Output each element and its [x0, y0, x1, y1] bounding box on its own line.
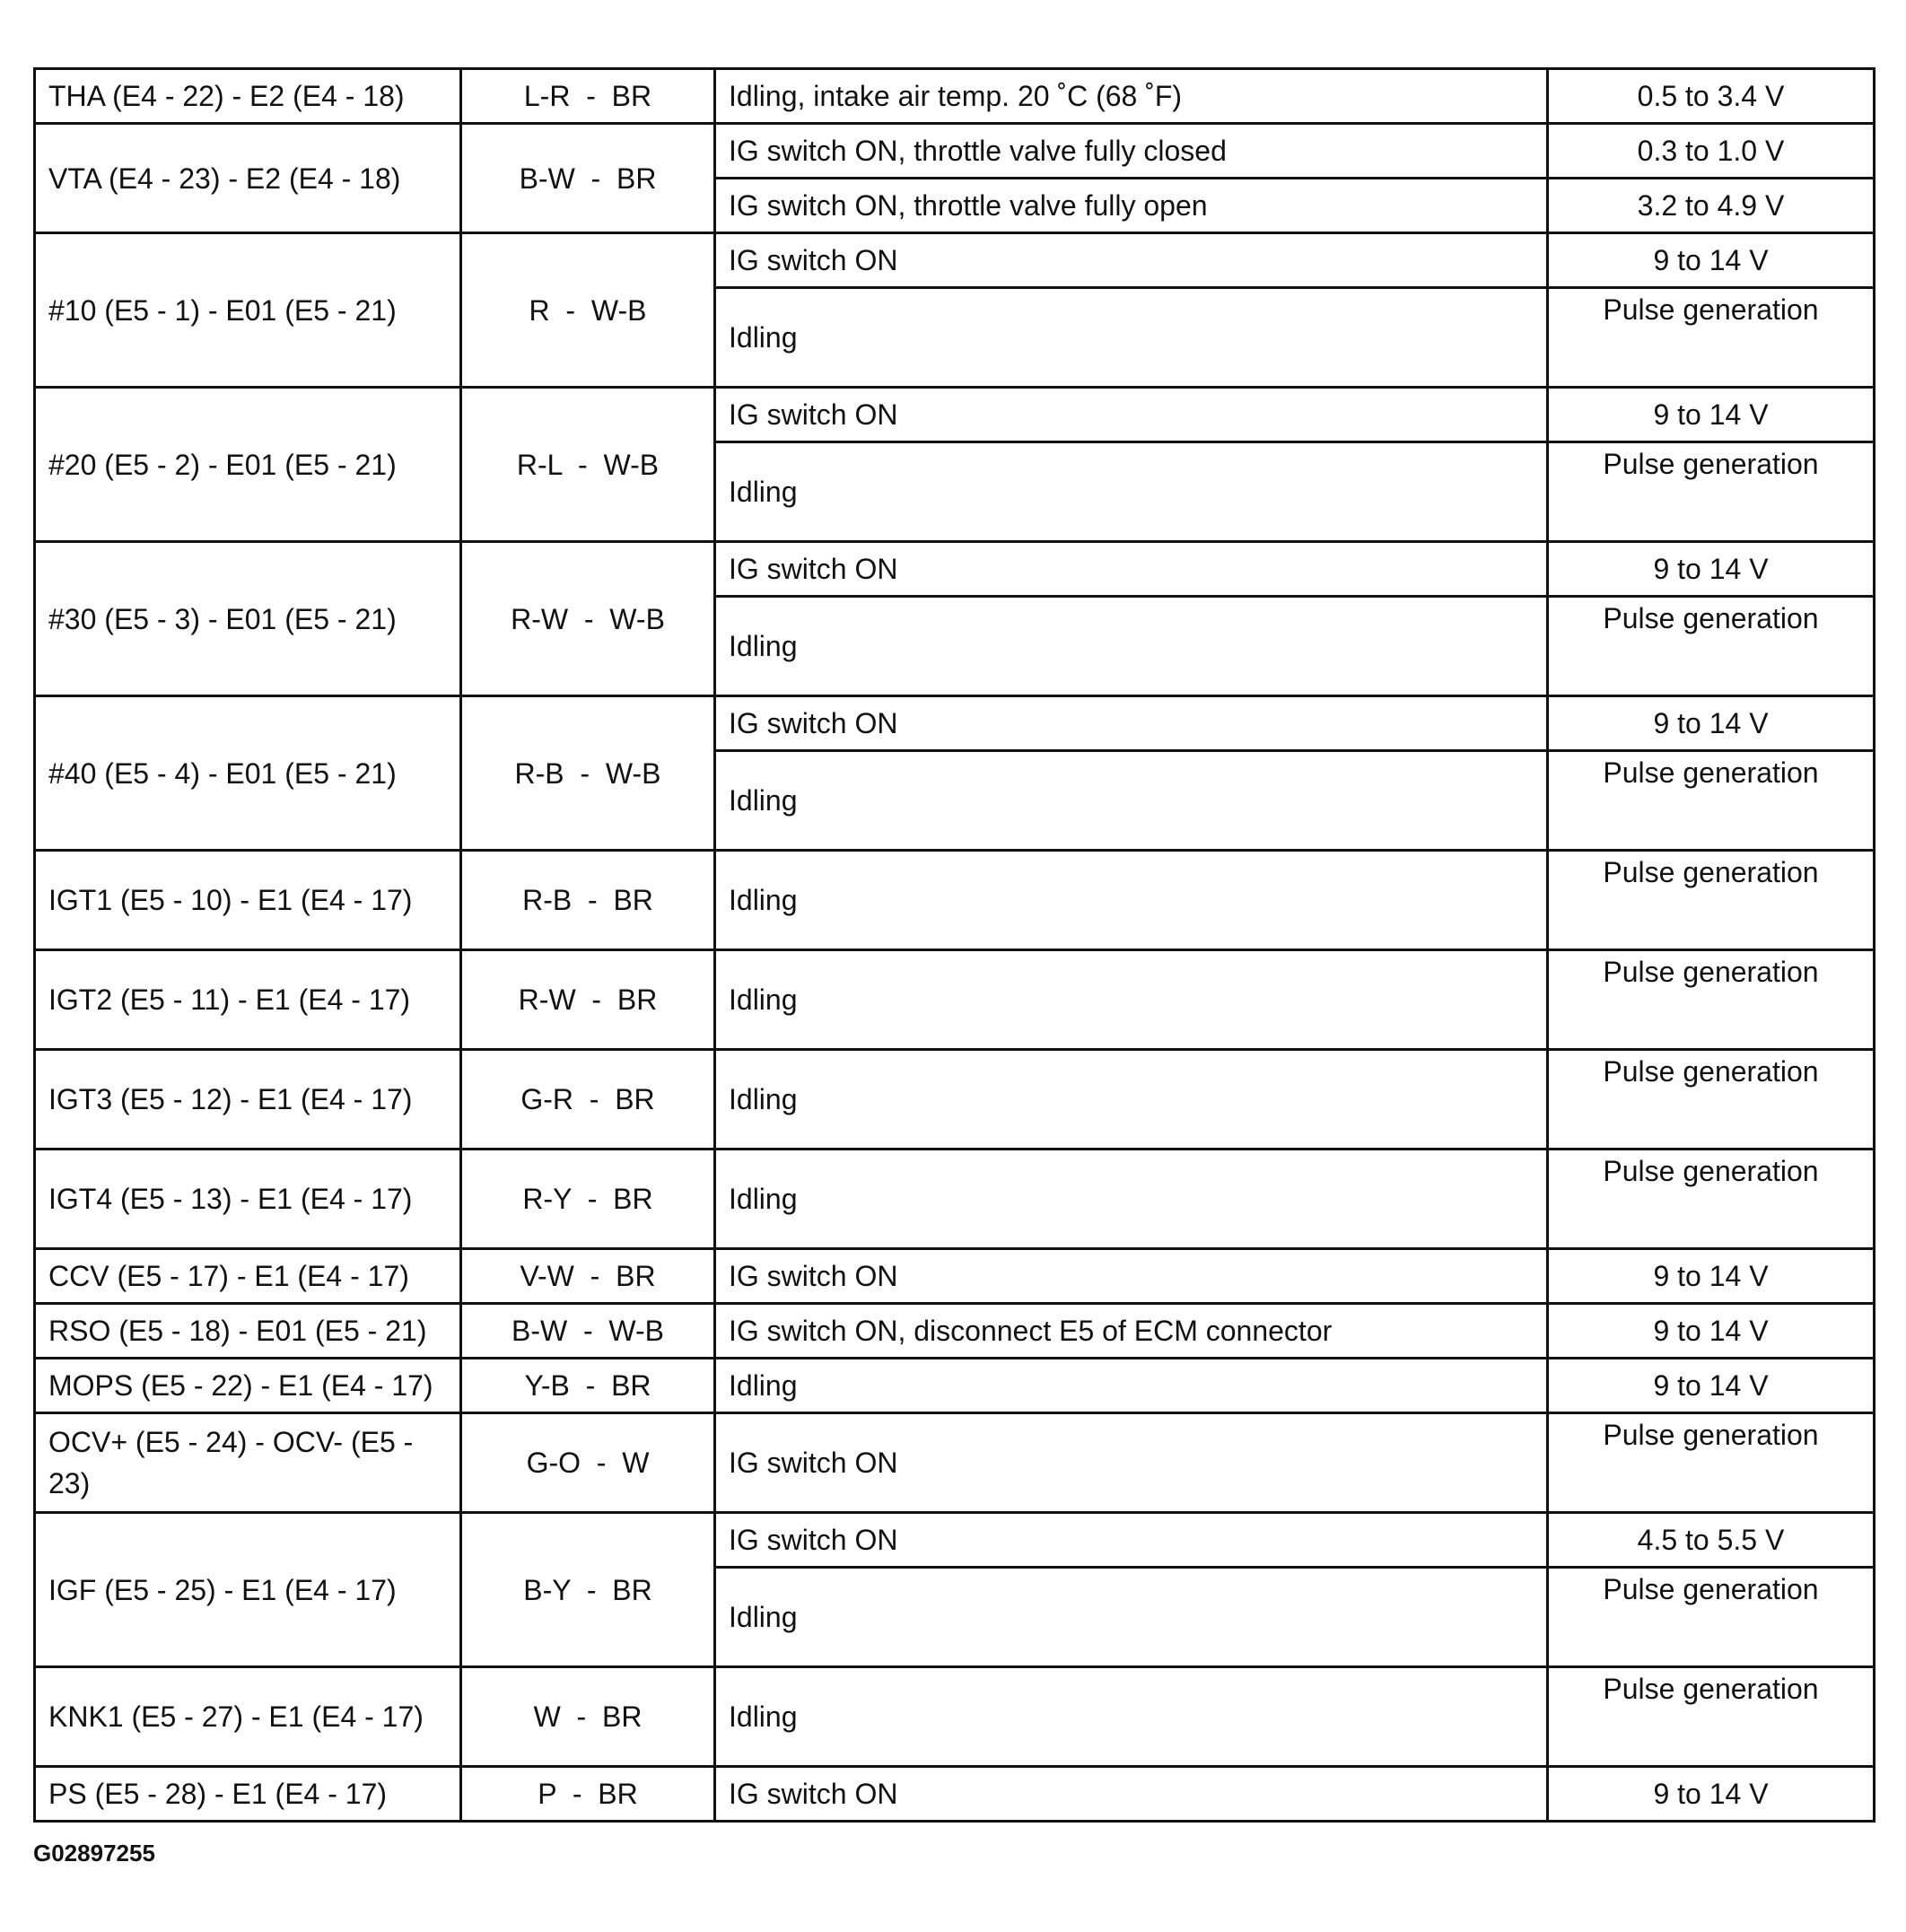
condition-cell: IG switch ON	[715, 233, 1548, 288]
wiring-color-cell: W - BR	[461, 1667, 715, 1767]
terminal-cell: IGT2 (E5 - 11) - E1 (E4 - 17)	[35, 950, 461, 1050]
terminal-cell: IGT4 (E5 - 13) - E1 (E4 - 17)	[35, 1150, 461, 1249]
specified-condition-cell: Pulse generation	[1548, 751, 1875, 851]
condition-cell: Idling	[715, 288, 1548, 388]
condition-cell: Idling	[715, 1050, 1548, 1150]
condition-cell: IG switch ON	[715, 696, 1548, 751]
specified-condition-cell: Pulse generation	[1548, 950, 1875, 1050]
condition-cell: Idling	[715, 1359, 1548, 1413]
condition-cell: IG switch ON	[715, 388, 1548, 442]
specified-condition-cell: Pulse generation	[1548, 288, 1875, 388]
condition-cell: IG switch ON, throttle valve fully open	[715, 179, 1548, 233]
table-row	[35, 1150, 1875, 1249]
condition-cell: Idling	[715, 597, 1548, 696]
table-row	[35, 388, 1875, 442]
specified-condition-cell: 9 to 14 V	[1548, 1249, 1875, 1304]
condition-cell: IG switch ON	[715, 1513, 1548, 1568]
terminal-cell: RSO (E5 - 18) - E01 (E5 - 21)	[35, 1304, 461, 1359]
table-row	[35, 1767, 1875, 1822]
terminal-cell: MOPS (E5 - 22) - E1 (E4 - 17)	[35, 1359, 461, 1413]
terminal-cell: #40 (E5 - 4) - E01 (E5 - 21)	[35, 696, 461, 851]
specified-condition-cell: Pulse generation	[1548, 851, 1875, 950]
specified-condition-cell: 9 to 14 V	[1548, 696, 1875, 751]
wiring-color-cell: R-W - BR	[461, 950, 715, 1050]
wiring-color-cell: G-O - W	[461, 1413, 715, 1513]
specified-condition-cell: Pulse generation	[1548, 597, 1875, 696]
wiring-color-cell: V-W - BR	[461, 1249, 715, 1304]
wiring-color-cell: P - BR	[461, 1767, 715, 1822]
terminal-cell: #20 (E5 - 2) - E01 (E5 - 21)	[35, 388, 461, 542]
table-row	[35, 1667, 1875, 1767]
specified-condition-cell: 0.3 to 1.0 V	[1548, 124, 1875, 179]
condition-cell: Idling	[715, 851, 1548, 950]
specified-condition-cell: 0.5 to 3.4 V	[1548, 69, 1875, 124]
condition-cell: Idling	[715, 1568, 1548, 1667]
table-row	[35, 1304, 1875, 1359]
specified-condition-cell: Pulse generation	[1548, 1667, 1875, 1767]
terminal-cell: #10 (E5 - 1) - E01 (E5 - 21)	[35, 233, 461, 388]
wiring-color-cell: R - W-B	[461, 233, 715, 388]
wiring-color-cell: B-W - W-B	[461, 1304, 715, 1359]
condition-cell: Idling, intake air temp. 20 ˚C (68 ˚F)	[715, 69, 1548, 124]
specified-condition-cell: Pulse generation	[1548, 1050, 1875, 1150]
specified-condition-cell: Pulse generation	[1548, 1150, 1875, 1249]
table-row	[35, 696, 1875, 751]
condition-cell: IG switch ON	[715, 1249, 1548, 1304]
wiring-color-cell: G-R - BR	[461, 1050, 715, 1150]
figure-id: G02897255	[33, 1840, 155, 1866]
specified-condition-cell: 9 to 14 V	[1548, 1359, 1875, 1413]
specified-condition-cell: Pulse generation	[1548, 1413, 1875, 1513]
wiring-color-cell: B-W - BR	[461, 124, 715, 233]
terminal-cell: OCV+ (E5 - 24) - OCV- (E5 - 23)	[35, 1413, 461, 1513]
wiring-color-cell: R-Y - BR	[461, 1150, 715, 1249]
condition-cell: Idling	[715, 442, 1548, 542]
table-row	[35, 233, 1875, 288]
wiring-color-cell: R-B - W-B	[461, 696, 715, 851]
condition-cell: Idling	[715, 1150, 1548, 1249]
table-row	[35, 69, 1875, 124]
condition-cell: Idling	[715, 751, 1548, 851]
spec-table-body	[35, 69, 1875, 1822]
condition-cell: Idling	[715, 1667, 1548, 1767]
condition-cell: IG switch ON, disconnect E5 of ECM connector	[715, 1304, 1548, 1359]
table-row	[35, 950, 1875, 1050]
table-row	[35, 1359, 1875, 1413]
wiring-color-cell: R-W - W-B	[461, 542, 715, 696]
specified-condition-cell: Pulse generation	[1548, 1568, 1875, 1667]
table-row	[35, 1513, 1875, 1568]
specified-condition-cell: 3.2 to 4.9 V	[1548, 179, 1875, 233]
terminal-cell: THA (E4 - 22) - E2 (E4 - 18)	[35, 69, 461, 124]
specified-condition-cell: 9 to 14 V	[1548, 542, 1875, 597]
terminal-cell: IGT1 (E5 - 10) - E1 (E4 - 17)	[35, 851, 461, 950]
specified-condition-cell: 9 to 14 V	[1548, 1767, 1875, 1822]
condition-cell: Idling	[715, 950, 1548, 1050]
specified-condition-cell: 9 to 14 V	[1548, 1304, 1875, 1359]
specified-condition-cell: 9 to 14 V	[1548, 388, 1875, 442]
specified-condition-cell: 4.5 to 5.5 V	[1548, 1513, 1875, 1568]
terminal-cell: #30 (E5 - 3) - E01 (E5 - 21)	[35, 542, 461, 696]
table-row	[35, 542, 1875, 597]
condition-cell: IG switch ON, throttle valve fully closed	[715, 124, 1548, 179]
condition-cell: IG switch ON	[715, 1767, 1548, 1822]
wiring-color-cell: B-Y - BR	[461, 1513, 715, 1667]
terminal-cell: IGF (E5 - 25) - E1 (E4 - 17)	[35, 1513, 461, 1667]
wiring-color-cell: Y-B - BR	[461, 1359, 715, 1413]
specified-condition-cell: Pulse generation	[1548, 442, 1875, 542]
ecm-terminal-spec-table	[33, 67, 1875, 1823]
terminal-cell: IGT3 (E5 - 12) - E1 (E4 - 17)	[35, 1050, 461, 1150]
condition-cell: IG switch ON	[715, 1413, 1548, 1513]
wiring-color-cell: R-L - W-B	[461, 388, 715, 542]
table-row	[35, 851, 1875, 950]
terminal-cell: CCV (E5 - 17) - E1 (E4 - 17)	[35, 1249, 461, 1304]
table-row	[35, 1050, 1875, 1150]
specified-condition-cell: 9 to 14 V	[1548, 233, 1875, 288]
table-row	[35, 1249, 1875, 1304]
table-row	[35, 1413, 1875, 1513]
wiring-color-cell: L-R - BR	[461, 69, 715, 124]
condition-cell: IG switch ON	[715, 542, 1548, 597]
table-row	[35, 124, 1875, 179]
wiring-color-cell: R-B - BR	[461, 851, 715, 950]
terminal-cell: KNK1 (E5 - 27) - E1 (E4 - 17)	[35, 1667, 461, 1767]
terminal-cell: PS (E5 - 28) - E1 (E4 - 17)	[35, 1767, 461, 1822]
terminal-cell: VTA (E4 - 23) - E2 (E4 - 18)	[35, 124, 461, 233]
